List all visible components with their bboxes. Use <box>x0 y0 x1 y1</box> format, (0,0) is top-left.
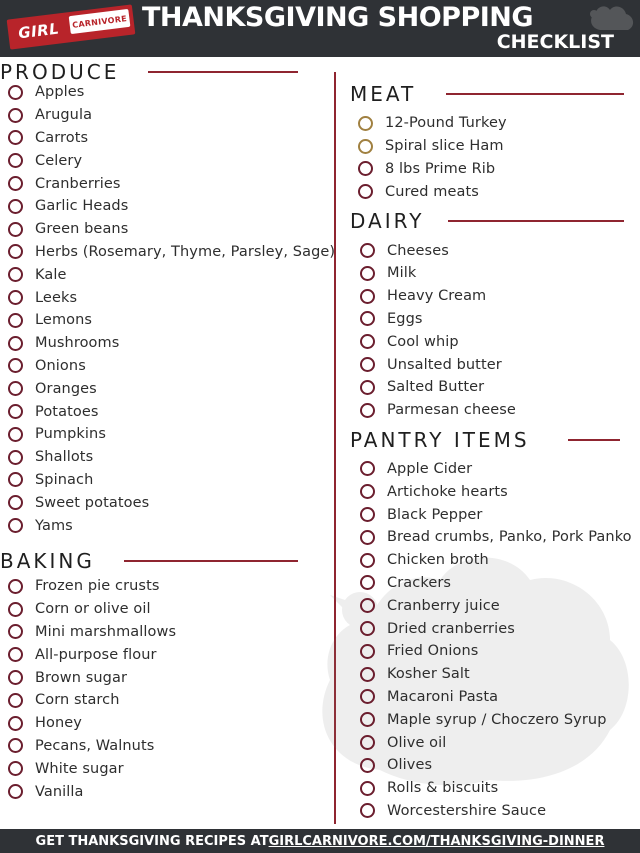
checkbox-circle-icon[interactable] <box>8 130 23 145</box>
checkbox-circle-icon[interactable] <box>8 472 23 487</box>
checkbox-circle-icon[interactable] <box>360 621 375 636</box>
checklist-item-label: Cranberry juice <box>387 597 500 614</box>
checkbox-circle-icon[interactable] <box>8 222 23 237</box>
checklist-item[interactable] <box>8 621 325 644</box>
checkbox-circle-icon[interactable] <box>8 381 23 396</box>
checklist-item-label: Black Pepper <box>387 506 483 523</box>
checkbox-circle-icon[interactable] <box>360 803 375 818</box>
footer-prefix: GET THANKSGIVING RECIPES AT <box>35 833 269 849</box>
checklist-item-label: Olive oil <box>387 734 447 751</box>
checklist-item-label: Shallots <box>35 449 94 466</box>
footer-link[interactable]: GIRLCARNIVORE.COM/THANKSGIVING-DINNER <box>268 833 605 849</box>
checklist-item-label: Dried cranberries <box>387 620 515 637</box>
checklist-item-label: Crackers <box>387 574 452 591</box>
checklist-item[interactable] <box>360 708 640 731</box>
checklist-item[interactable] <box>360 731 640 754</box>
checklist-item[interactable] <box>8 469 325 492</box>
checklist-item[interactable] <box>8 355 325 378</box>
checklist-item-label: Pumpkins <box>35 426 106 443</box>
checklist-item-label: Celery <box>35 152 83 169</box>
logo-text-girl: GIRL <box>17 19 61 43</box>
checklist-item-label: Frozen pie crusts <box>35 578 160 595</box>
checkbox-circle-icon[interactable] <box>8 290 23 305</box>
header-banner <box>0 0 640 57</box>
checklist-item[interactable] <box>360 480 640 503</box>
checklist-item[interactable] <box>8 780 325 803</box>
checklist-item-label: Kale <box>35 266 67 283</box>
checklist-item[interactable] <box>360 458 640 481</box>
checklist-item[interactable] <box>8 514 325 537</box>
checklist-item[interactable] <box>360 686 640 709</box>
checklist-item[interactable] <box>360 330 640 353</box>
section-rule <box>446 93 624 95</box>
checklist-item-label: Unsalted butter <box>387 356 502 373</box>
checkbox-circle-icon[interactable] <box>8 85 23 100</box>
checklist-item-label: Heavy Cream <box>387 288 487 305</box>
checkbox-circle-icon[interactable] <box>358 184 373 199</box>
checkbox-circle-icon[interactable] <box>360 598 375 613</box>
checkbox-circle-icon[interactable] <box>360 575 375 590</box>
checkbox-circle-icon[interactable] <box>8 404 23 419</box>
checklist-item[interactable] <box>8 263 325 286</box>
checkbox-circle-icon[interactable] <box>8 108 23 123</box>
checkbox-circle-icon[interactable] <box>8 647 23 662</box>
right-column <box>350 82 640 822</box>
checklist-item[interactable] <box>358 135 640 158</box>
checklist-item-label: Mini marshmallows <box>35 623 177 640</box>
section-header-produce <box>0 60 325 84</box>
checklist-item-label: Arugula <box>35 107 93 124</box>
checklist-item[interactable] <box>8 81 325 104</box>
checklist-item[interactable] <box>8 689 325 712</box>
checkbox-circle-icon[interactable] <box>8 199 23 214</box>
checklist-item-label: Worcestershire Sauce <box>387 802 547 819</box>
checklist-item-label: Eggs <box>387 310 423 327</box>
checklist-item[interactable] <box>8 172 325 195</box>
section-rule <box>448 220 624 222</box>
checklist-item-label: Olives <box>387 757 433 774</box>
checklist-item-label: Chicken broth <box>387 552 489 569</box>
checklist-item-label: Parmesan cheese <box>387 402 516 419</box>
checklist-item-label: Apples <box>35 84 85 101</box>
checkbox-circle-icon[interactable] <box>358 161 373 176</box>
checklist-item[interactable] <box>8 446 325 469</box>
checkbox-circle-icon[interactable] <box>8 153 23 168</box>
checkbox-circle-icon[interactable] <box>8 693 23 708</box>
checklist-item-label: Artichoke hearts <box>387 483 508 500</box>
checklist-item-label: Leeks <box>35 289 78 306</box>
checklist-item[interactable] <box>8 643 325 666</box>
checklist-item-label: Vanilla <box>35 783 84 800</box>
checkbox-circle-icon[interactable] <box>8 313 23 328</box>
checklist-item-label: Maple syrup / Choczero Syrup <box>387 711 607 728</box>
checkbox-circle-icon[interactable] <box>360 712 375 727</box>
section-header-meat <box>350 82 640 106</box>
checklist-item-label: Rolls & biscuits <box>387 780 499 797</box>
section-header-dairy <box>350 209 640 233</box>
checkbox-circle-icon[interactable] <box>360 243 375 258</box>
checklist-item-label: Cool whip <box>387 333 459 350</box>
checklist-item-label: Cured meats <box>385 183 479 200</box>
checkbox-circle-icon[interactable] <box>360 530 375 545</box>
section-title-dairy: DAIRY <box>350 209 425 234</box>
checklist-item[interactable] <box>360 285 640 308</box>
checkbox-circle-icon[interactable] <box>8 579 23 594</box>
checklist-item[interactable] <box>360 353 640 376</box>
checkbox-circle-icon[interactable] <box>360 689 375 704</box>
checklist-item-label: Brown sugar <box>35 669 128 686</box>
logo-text-carnivore: CARNIVORE <box>69 9 131 34</box>
checkbox-circle-icon[interactable] <box>8 670 23 685</box>
checkbox-circle-icon[interactable] <box>360 507 375 522</box>
checkbox-circle-icon[interactable] <box>360 380 375 395</box>
checklist-item[interactable] <box>358 180 640 203</box>
baking-list <box>8 575 325 803</box>
checkbox-circle-icon[interactable] <box>8 761 23 776</box>
checkbox-circle-icon[interactable] <box>360 461 375 476</box>
checklist-item[interactable] <box>8 195 325 218</box>
checkbox-circle-icon[interactable] <box>8 738 23 753</box>
checkbox-circle-icon[interactable] <box>8 244 23 259</box>
checklist-item-label: Kosher Salt <box>387 666 470 683</box>
checklist-item[interactable] <box>8 332 325 355</box>
section-title-produce: PRODUCE <box>0 60 120 84</box>
checkbox-circle-icon[interactable] <box>358 139 373 154</box>
checklist-item[interactable] <box>360 549 640 572</box>
checklist-item-label: Garlic Heads <box>35 198 129 215</box>
checklist-item[interactable] <box>360 572 640 595</box>
checkbox-circle-icon[interactable] <box>8 624 23 639</box>
checklist-item[interactable] <box>358 158 640 181</box>
checklist-item[interactable] <box>8 491 325 514</box>
checkbox-circle-icon[interactable] <box>8 602 23 617</box>
checklist-item-label: Herbs (Rosemary, Thyme, Parsley, Sage) <box>35 243 336 260</box>
checkbox-circle-icon[interactable] <box>8 176 23 191</box>
checklist-item[interactable] <box>8 241 336 264</box>
checklist-item[interactable] <box>360 754 640 777</box>
checklist-item-label: Apple Cider <box>387 460 473 477</box>
checklist-item[interactable] <box>8 149 325 172</box>
checklist-item[interactable] <box>360 503 640 526</box>
checklist-item-label: Carrots <box>35 129 89 146</box>
checkbox-circle-icon[interactable] <box>8 450 23 465</box>
checkbox-circle-icon[interactable] <box>360 735 375 750</box>
checkbox-circle-icon[interactable] <box>358 116 373 131</box>
checklist-item[interactable] <box>8 575 325 598</box>
left-column <box>0 60 336 803</box>
checkbox-circle-icon[interactable] <box>360 289 375 304</box>
checklist-item-label: Sweet potatoes <box>35 494 150 511</box>
checklist-item[interactable] <box>360 399 640 422</box>
checklist-item[interactable] <box>8 309 325 332</box>
checkbox-circle-icon[interactable] <box>8 336 23 351</box>
checklist-item[interactable] <box>360 594 640 617</box>
checklist-item[interactable] <box>360 640 640 663</box>
checklist-item[interactable] <box>360 376 640 399</box>
section-rule <box>124 560 298 562</box>
checklist-item-label: Lemons <box>35 312 93 329</box>
section-rule <box>568 439 620 441</box>
checkbox-circle-icon[interactable] <box>360 334 375 349</box>
checklist-item[interactable] <box>8 757 325 780</box>
section-header-pantry <box>350 428 640 452</box>
checklist-item[interactable] <box>8 666 325 689</box>
checklist-item[interactable] <box>8 400 325 423</box>
checkbox-circle-icon[interactable] <box>360 667 375 682</box>
checklist-item-label: Cranberries <box>35 175 121 192</box>
checklist-item-label: Onions <box>35 357 86 374</box>
checklist-item[interactable] <box>358 112 640 135</box>
checklist-item-label: All-purpose flour <box>35 646 157 663</box>
checklist-item-label: Corn starch <box>35 692 120 709</box>
checklist-item[interactable] <box>8 127 325 150</box>
checklist-item-label: 8 lbs Prime Rib <box>385 160 496 177</box>
section-rule <box>148 71 298 73</box>
checkbox-circle-icon[interactable] <box>8 518 23 533</box>
checklist-item[interactable] <box>8 712 325 735</box>
checkbox-circle-icon[interactable] <box>8 784 23 799</box>
checklist-item-label: Mushrooms <box>35 335 120 352</box>
checklist-item-label: Fried Onions <box>387 643 479 660</box>
checklist-item-label: Corn or olive oil <box>35 601 151 618</box>
checklist-item[interactable] <box>360 308 640 331</box>
section-header-baking <box>0 549 325 573</box>
checklist-item-label: Oranges <box>35 380 97 397</box>
checklist-item[interactable] <box>8 735 325 758</box>
checkbox-circle-icon[interactable] <box>360 311 375 326</box>
turkey-icon <box>580 0 640 40</box>
girl-carnivore-logo[interactable] <box>7 4 136 49</box>
checklist-item-label: Milk <box>387 265 417 282</box>
checkbox-circle-icon[interactable] <box>8 267 23 282</box>
checklist-item[interactable] <box>8 423 325 446</box>
checklist-item[interactable] <box>8 104 325 127</box>
checklist-item-label: Bread crumbs, Panko, Pork Panko <box>387 529 632 546</box>
checklist-item[interactable] <box>360 526 640 549</box>
checkbox-circle-icon[interactable] <box>8 716 23 731</box>
checkbox-circle-icon[interactable] <box>360 644 375 659</box>
checklist-item-label: Yams <box>35 517 73 534</box>
checklist-item-label: Potatoes <box>35 403 99 420</box>
checkbox-circle-icon[interactable] <box>360 758 375 773</box>
checklist-item-label: Pecans, Walnuts <box>35 737 155 754</box>
checkbox-circle-icon[interactable] <box>360 266 375 281</box>
checklist-item-label: Honey <box>35 715 82 732</box>
checkbox-circle-icon[interactable] <box>8 495 23 510</box>
checklist-item[interactable] <box>360 663 640 686</box>
dairy-list <box>360 239 640 421</box>
checklist-item-label: 12-Pound Turkey <box>385 115 507 132</box>
checkbox-circle-icon[interactable] <box>8 427 23 442</box>
checkbox-circle-icon[interactable] <box>360 484 375 499</box>
checklist-item-label: Spinach <box>35 471 94 488</box>
section-title-baking: BAKING <box>0 548 95 573</box>
checklist-item[interactable] <box>360 262 640 285</box>
meat-list <box>358 112 640 203</box>
page-title: THANKSGIVING SHOPPING <box>142 2 534 33</box>
checklist-item-label: Green beans <box>35 221 129 238</box>
section-title-meat: MEAT <box>350 82 417 106</box>
checklist-item[interactable] <box>360 800 640 823</box>
checklist-item[interactable] <box>8 598 325 621</box>
checklist-item-label: Salted Butter <box>387 379 485 396</box>
checklist-item-label: Spiral slice Ham <box>385 138 504 155</box>
section-title-pantry: PANTRY ITEMS <box>350 427 530 452</box>
produce-list <box>8 81 336 537</box>
checklist-item[interactable] <box>360 777 640 800</box>
checkbox-circle-icon[interactable] <box>360 403 375 418</box>
checkbox-circle-icon[interactable] <box>8 358 23 373</box>
checklist-item[interactable] <box>360 617 640 640</box>
footer-banner <box>0 829 640 853</box>
checkbox-circle-icon[interactable] <box>360 553 375 568</box>
checklist-item[interactable] <box>360 239 640 262</box>
checklist-item-label: White sugar <box>35 760 124 777</box>
checklist-item[interactable] <box>8 377 325 400</box>
checkbox-circle-icon[interactable] <box>360 357 375 372</box>
page-subtitle: CHECKLIST <box>496 31 614 53</box>
checklist-item-label: Macaroni Pasta <box>387 688 499 705</box>
checklist-item[interactable] <box>8 218 325 241</box>
checklist-item-label: Cheeses <box>387 242 449 259</box>
checklist-item[interactable] <box>8 286 325 309</box>
pantry-list <box>360 458 640 823</box>
checkbox-circle-icon[interactable] <box>360 781 375 796</box>
